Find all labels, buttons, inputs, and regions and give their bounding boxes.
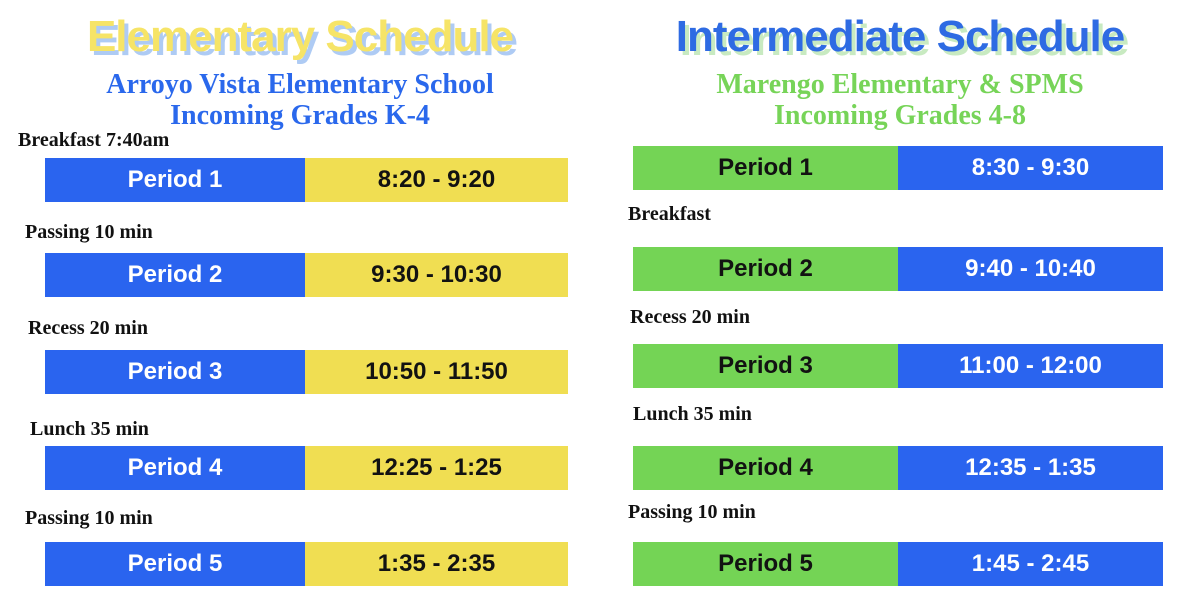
row-label-breakfast: Breakfast bbox=[628, 203, 711, 225]
period-cell: Period 5 bbox=[45, 542, 305, 586]
period-cell: Period 4 bbox=[633, 446, 898, 490]
intermediate-subtitle bbox=[600, 69, 1200, 131]
period-cell: Period 3 bbox=[45, 350, 305, 394]
time-cell: 12:25 - 1:25 bbox=[305, 446, 568, 490]
time-cell: 9:30 - 10:30 bbox=[305, 253, 568, 297]
intermediate-schedule-panel bbox=[600, 0, 1200, 600]
elementary-school-name: Arroyo Vista Elementary School bbox=[106, 69, 494, 100]
schedule-row bbox=[633, 344, 1163, 388]
period-cell: Period 4 bbox=[45, 446, 305, 490]
period-cell: Period 2 bbox=[633, 247, 898, 291]
schedule-row bbox=[45, 253, 568, 297]
time-cell: 1:45 - 2:45 bbox=[898, 542, 1163, 586]
period-cell: Period 1 bbox=[633, 146, 898, 190]
intermediate-school-name: Marengo Elementary & SPMS bbox=[716, 69, 1084, 100]
elementary-title: Elementary Schedule bbox=[86, 12, 514, 61]
elementary-subtitle bbox=[0, 69, 600, 131]
schedule-row bbox=[45, 542, 568, 586]
schedule-row bbox=[45, 350, 568, 394]
time-cell: 8:20 - 9:20 bbox=[305, 158, 568, 202]
schedule-row bbox=[633, 446, 1163, 490]
time-cell: 9:40 - 10:40 bbox=[898, 247, 1163, 291]
intermediate-grades: Incoming Grades 4-8 bbox=[774, 100, 1026, 131]
row-label-recess: Recess 20 min bbox=[630, 306, 750, 328]
time-cell: 8:30 - 9:30 bbox=[898, 146, 1163, 190]
period-cell: Period 5 bbox=[633, 542, 898, 586]
row-label-passing: Passing 10 min bbox=[25, 221, 153, 243]
schedule-row bbox=[45, 158, 568, 202]
time-cell: 12:35 - 1:35 bbox=[898, 446, 1163, 490]
time-cell: 11:00 - 12:00 bbox=[898, 344, 1163, 388]
time-cell: 1:35 - 2:35 bbox=[305, 542, 568, 586]
time-cell: 10:50 - 11:50 bbox=[305, 350, 568, 394]
schedule-row bbox=[633, 247, 1163, 291]
schedule-row bbox=[633, 542, 1163, 586]
period-cell: Period 1 bbox=[45, 158, 305, 202]
period-cell: Period 3 bbox=[633, 344, 898, 388]
row-label-passing: Passing 10 min bbox=[628, 501, 756, 523]
schedule-row bbox=[633, 146, 1163, 190]
elementary-grades: Incoming Grades K-4 bbox=[170, 100, 430, 131]
period-cell: Period 2 bbox=[45, 253, 305, 297]
row-label-recess: Recess 20 min bbox=[28, 317, 148, 339]
intermediate-title: Intermediate Schedule bbox=[675, 12, 1125, 61]
row-label-breakfast: Breakfast 7:40am bbox=[18, 129, 170, 151]
schedule-row bbox=[45, 446, 568, 490]
row-label-lunch: Lunch 35 min bbox=[633, 403, 752, 425]
row-label-passing: Passing 10 min bbox=[25, 507, 153, 529]
row-label-lunch: Lunch 35 min bbox=[30, 418, 149, 440]
